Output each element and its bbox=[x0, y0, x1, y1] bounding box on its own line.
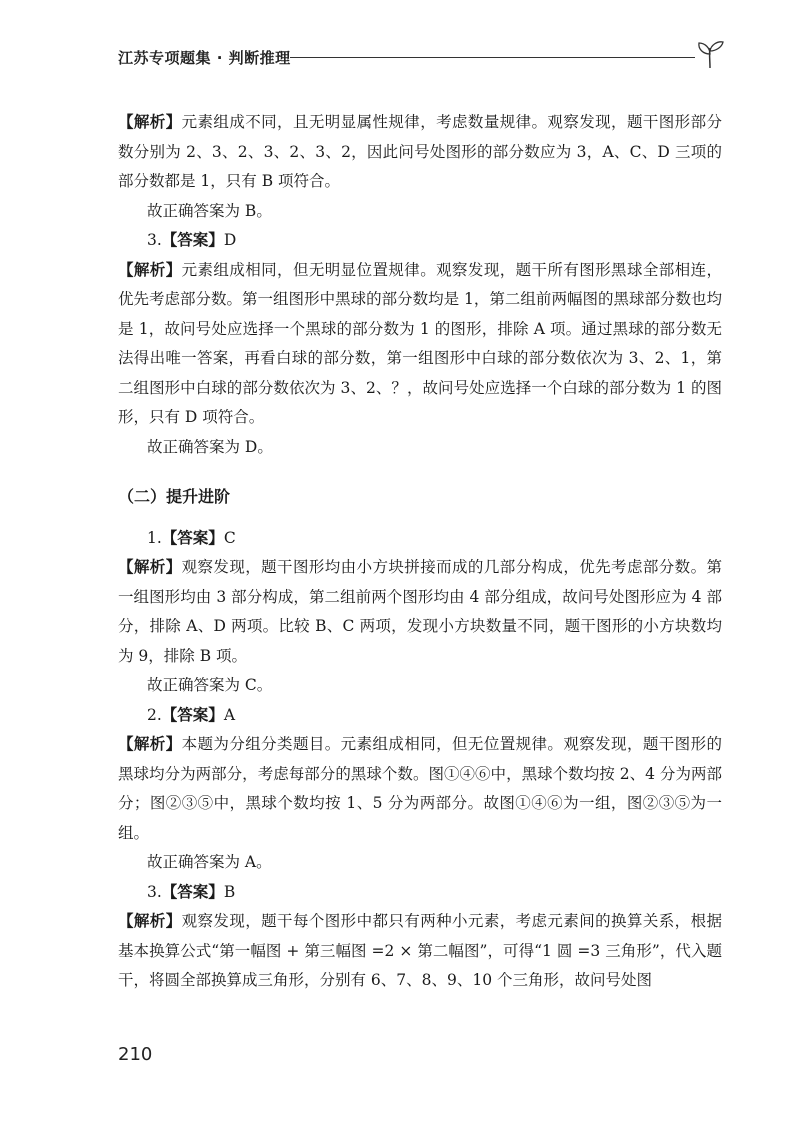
analysis-tag: 【解析】 bbox=[118, 260, 182, 279]
q3-answer-line bbox=[118, 226, 722, 256]
page-content bbox=[118, 108, 722, 996]
s2-q2-answer-line bbox=[118, 701, 722, 731]
q2-conclusion: 故正确答案为 B。 bbox=[147, 201, 272, 220]
s2-q2-conclusion: 故正确答案为 A。 bbox=[147, 853, 272, 871]
analysis-text: 元素组成不同，且无明显属性规律，考虑数量规律。观察发现，题干图形部分数分别为 2、3、2、3、2、3、2，因此问号处图形的部分数应为 3，A、C、D 三项的部分数都是 1，只有 B 项符合。 bbox=[118, 113, 722, 190]
answer-value: C bbox=[223, 528, 236, 547]
header-rule bbox=[290, 57, 695, 58]
section-heading: （二）提升进阶 bbox=[118, 487, 231, 506]
analysis-text: 观察发现，题干图形均由小方块拼接而成的几部分构成，优先考虑部分数。第一组图形均由 3 部分构成，第二组前两个图形均由 4 部分组成，故问号处图形应为 4 部分，排除 A、D 两项。比较 B、C 两项，发现小方块数量不同，题干图形的小方块数均为 9，排除 B 项。 bbox=[118, 558, 722, 665]
answer-tag: 【答案】 bbox=[161, 231, 224, 249]
analysis-text: 元素组成相同，但无明显位置规律。观察发现，题干所有图形黑球全部相连，优先考虑部分数。第一组图形中黑球的部分数均是 1，第二组前两幅图的黑球部分数也均是 1，故问号处应选择一个黑球的部分数为 1 的图形，排除 A 项。通过黑球的部分数无法得出唯一答案，再看白球的部分数，第一组图形中白球的部分数依次为 3、2、1，第二组图形中白球的部分数依次为 3、2、？，故问号处应选择一个白球的部分数为 1 的图形，只有 D 项符合。 bbox=[118, 260, 722, 426]
analysis-tag: 【解析】 bbox=[118, 113, 182, 131]
running-header-title: 江苏专项题集 · 判断推理 bbox=[118, 49, 291, 67]
analysis-tag: 【解析】 bbox=[118, 735, 182, 753]
answer-value: D bbox=[223, 231, 237, 249]
analysis-text: 观察发现，题干每个图形中都只有两种小元素，考虑元素间的换算关系，根据基本换算公式“第一幅图 + 第三幅图 =2 × 第二幅图”，可得“1 圆 =3 三角形”，代入题干，将圆全部换算成三角形，分别有 6、7、8、9、10 个三角形，故问号处图 bbox=[118, 912, 722, 989]
answer-tag: 【答案】 bbox=[161, 705, 224, 724]
answer-value: B bbox=[223, 882, 236, 901]
answer-tag: 【答案】 bbox=[161, 882, 224, 901]
analysis-text: 本题为分组分类题目。元素组成相同，但无位置规律。观察发现，题干图形的黑球均分为两部分，考虑每部分的黑球个数。图①④⑥中，黑球个数均按 2、4 分为两部分；图②③⑤中，黑球个数均按 1、5 分为两部分。故图①④⑥为一组，图②③⑤为一组。 bbox=[118, 735, 722, 842]
page-number: 210 bbox=[118, 1044, 153, 1065]
q3-analysis bbox=[118, 256, 722, 433]
question-number: 3. bbox=[147, 882, 162, 901]
q3-conclusion: 故正确答案为 D。 bbox=[147, 437, 273, 456]
s2-q1-conclusion: 故正确答案为 C。 bbox=[147, 676, 273, 694]
s2-q2-analysis bbox=[118, 730, 722, 848]
s2-q1-answer-line bbox=[118, 524, 722, 554]
answer-value: A bbox=[223, 705, 236, 724]
running-header bbox=[118, 40, 728, 70]
question-number: 3. bbox=[147, 231, 162, 249]
answer-tag: 【答案】 bbox=[161, 528, 224, 547]
analysis-tag: 【解析】 bbox=[118, 912, 182, 930]
question-number: 1. bbox=[147, 528, 162, 547]
q2-analysis bbox=[118, 108, 722, 197]
analysis-tag: 【解析】 bbox=[118, 558, 182, 576]
sprout-icon bbox=[690, 40, 730, 70]
question-number: 2. bbox=[147, 705, 162, 724]
s2-q3-answer-line bbox=[118, 878, 722, 908]
s2-q1-analysis bbox=[118, 553, 722, 671]
s2-q3-analysis bbox=[118, 907, 722, 996]
